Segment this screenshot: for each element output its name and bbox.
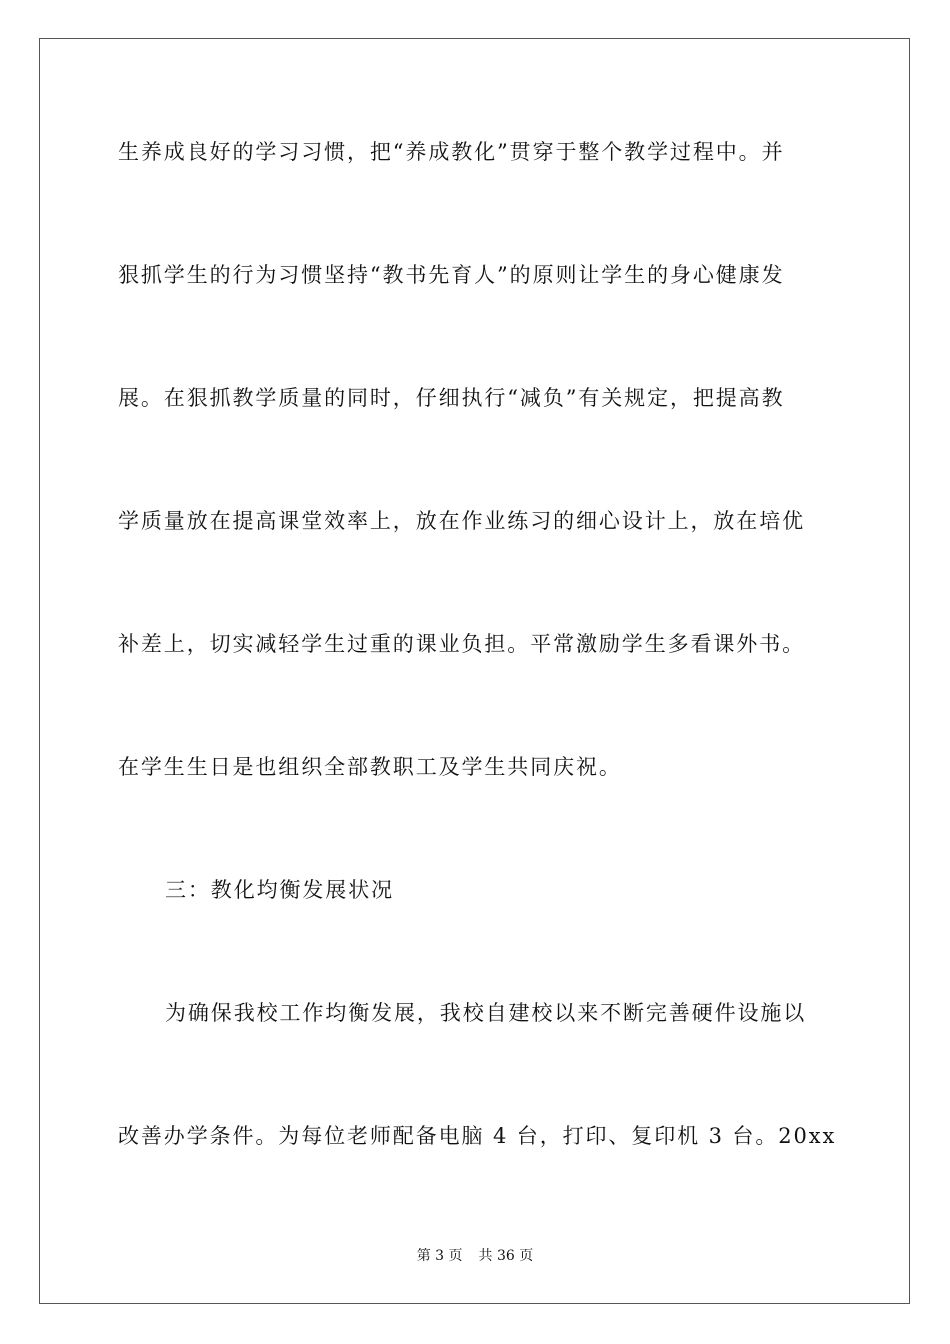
paragraph-line-3: 展。在狠抓教学质量的同时，仔细执行“减负”有关规定，把提高教 [118,386,785,410]
page-frame [39,38,910,1304]
section-heading: 三：教化均衡发展状况 [165,878,394,902]
paragraph-line-5: 补差上，切实减轻学生过重的课业负担。平常激励学生多看课外书。 [118,632,805,656]
paragraph-line-6: 在学生生日是也组织全部教职工及学生共同庆祝。 [118,755,622,779]
page-total: 共 36 页 [478,1248,534,1264]
paragraph-line-1: 生养成良好的学习习惯，把“养成教化”贯穿于整个教学过程中。并 [118,140,785,164]
paragraph-line-8: 改善办学条件。为每位老师配备电脑 4 台，打印、复印机 3 台。20xx [118,1124,837,1148]
paragraph-line-4: 学质量放在提高课堂效率上，放在作业练习的细心设计上，放在培优 [118,509,805,533]
paragraph-line-2: 狠抓学生的行为习惯坚持“教书先育人”的原则让学生的身心健康发 [118,263,785,287]
page-number: 第 3 页 [416,1248,463,1264]
page-footer [0,1245,950,1265]
paragraph-line-7: 为确保我校工作均衡发展，我校自建校以来不断完善硬件设施以 [165,1001,807,1025]
